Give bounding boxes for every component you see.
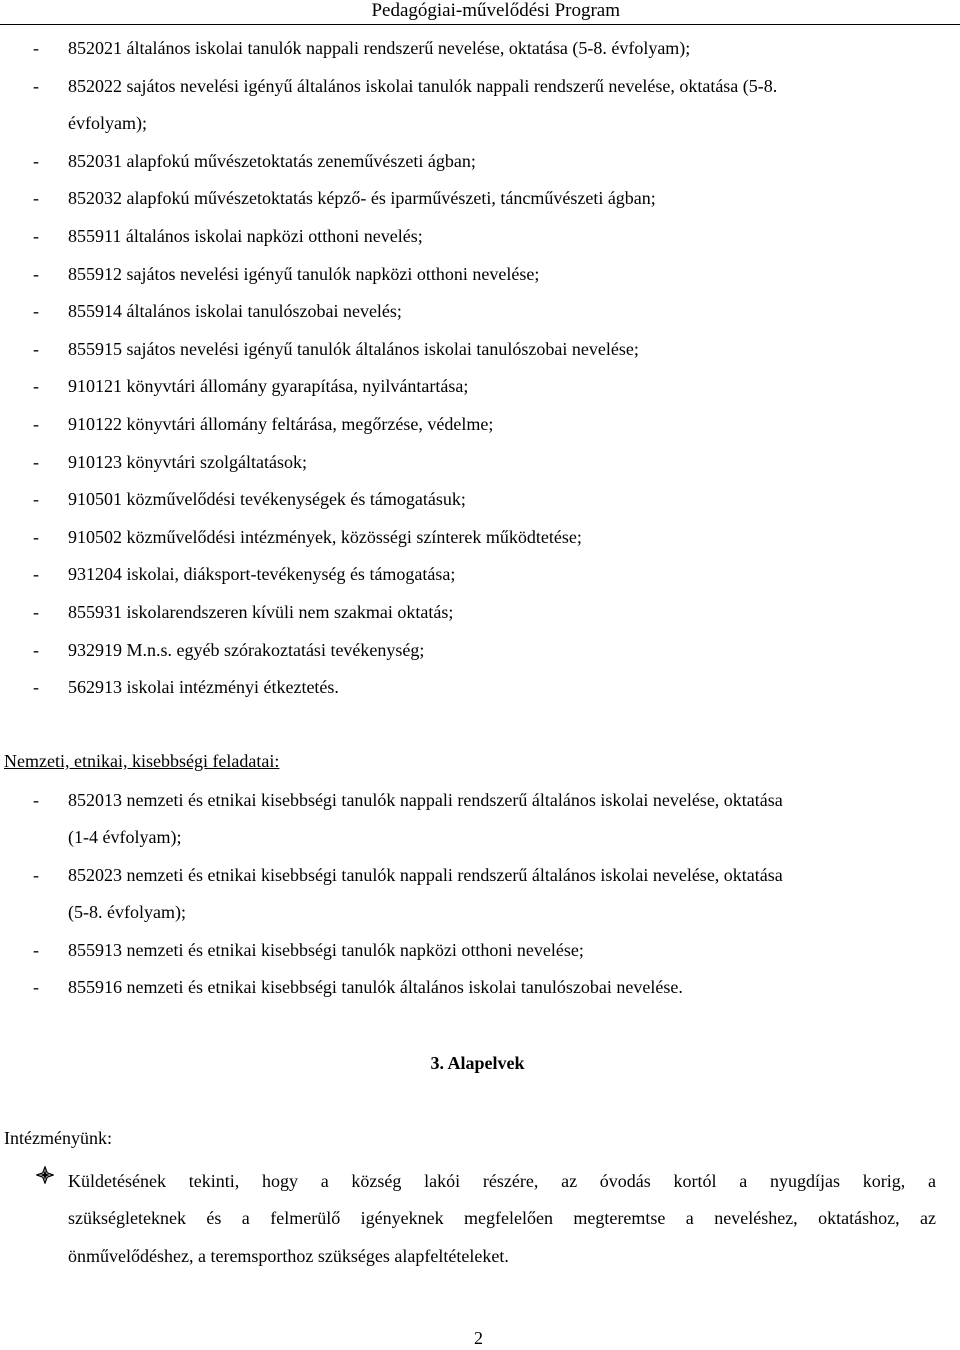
list-item-text: 852013 nemzeti és etnikai kisebbségi tanulók nappali rendszerű általános iskolai nevelése, oktatása [68, 790, 783, 810]
list-item-text: 910121 könyvtári állomány gyarapítása, nyilvántartása; [68, 376, 469, 397]
list-item [0, 788, 960, 825]
list-dash: - [33, 338, 39, 359]
list-item-text: 852022 sajátos nevelési igényű általános iskolai tanulók nappali rendszerű nevelése, oktatása (5-8. [68, 75, 778, 96]
page-number-text: 2 [474, 1328, 483, 1348]
list-item-text: 855912 sajátos nevelési igényű tanulók napközi otthoni nevelése; [68, 263, 540, 284]
list-item-text: 910122 könyvtári állomány feltárása, megőrzése, védelme; [68, 413, 494, 434]
list-item-continuation [0, 825, 960, 862]
list-dash: - [33, 790, 39, 810]
national-activity-list [0, 788, 960, 1012]
list-item-text: 855914 általános iskolai tanulószobai nevelés; [68, 301, 402, 322]
page-number [0, 1326, 960, 1350]
list-item-text: 910501 közművelődési tevékenységek és támogatásuk; [68, 489, 466, 510]
list-item-text: 932919 M.n.s. egyéb szórakoztatási tevékenység; [68, 639, 425, 660]
list-item [0, 412, 960, 450]
list-item-continuation [0, 111, 960, 149]
bullet-line: Küldetésének tekinti, hogy a község lakói részére, az óvodás kortól a nyugdíjas korig, a [68, 1171, 936, 1191]
list-item-text: (5-8. évfolyam); [68, 902, 186, 923]
list-item-text: 852023 nemzeti és etnikai kisebbségi tanulók nappali rendszerű általános iskolai nevelése, oktatása [68, 864, 783, 885]
list-item [0, 374, 960, 412]
list-item-text: 855916 nemzeti és etnikai kisebbségi tanulók általános iskolai tanulószobai nevelése. [68, 976, 683, 997]
page-header-title: Pedagógiai-művelődési Program [371, 0, 620, 21]
header-rule [0, 24, 960, 25]
list-dash: - [33, 413, 39, 434]
list-item [0, 450, 960, 488]
list-item-text: 852021 általános iskolai tanulók nappali rendszerű nevelése, oktatása (5-8. évfolyam); [68, 38, 691, 58]
intro-label: Intézményünk: [4, 1128, 112, 1148]
list-dash: - [33, 301, 39, 322]
list-dash: - [33, 263, 39, 284]
list-dash: - [33, 526, 39, 547]
list-item [0, 224, 960, 262]
list-dash: - [33, 864, 39, 885]
list-item [0, 562, 960, 600]
list-item [0, 487, 960, 525]
list-item-text: 855913 nemzeti és etnikai kisebbségi tanulók napközi otthoni nevelése; [68, 939, 584, 960]
list-dash: - [33, 976, 39, 997]
list-item [0, 149, 960, 187]
list-item [0, 975, 960, 1012]
list-item-text: 910502 közművelődési intézmények, közösségi színterek működtetése; [68, 526, 582, 547]
list-item-text: 931204 iskolai, diáksport-tevékenység és támogatása; [68, 564, 456, 585]
bullet-line: szükségleteknek és a felmerülő igényeknek megfelelően megteremtse a neveléshez, oktatáshoz, az [68, 1208, 936, 1229]
list-item [0, 675, 960, 713]
section-heading [0, 1051, 960, 1075]
list-dash: - [33, 38, 39, 58]
list-item-continuation [0, 900, 960, 937]
list-item [0, 74, 960, 112]
list-item [0, 938, 960, 975]
bullet-paragraph [68, 1163, 936, 1275]
list-item-text: 852031 alapfokú művészetoktatás zeneművészeti ágban; [68, 150, 476, 171]
list-item-text: évfolyam); [68, 113, 147, 134]
list-dash: - [33, 376, 39, 397]
list-dash: - [33, 639, 39, 660]
list-item [0, 337, 960, 375]
list-item [0, 600, 960, 638]
list-item-text: (1-4 évfolyam); [68, 827, 182, 848]
national-section-title: Nemzeti, etnikai, kisebbségi feladatai: [4, 751, 280, 771]
list-item [0, 299, 960, 337]
list-item-text: 855915 sajátos nevelési igényű tanulók általános iskolai tanulószobai nevelése; [68, 338, 639, 359]
bullet-line: önművelődéshez, a teremsporthoz szükséges alapfeltételeket. [68, 1245, 509, 1266]
list-item [0, 863, 960, 900]
list-dash: - [33, 225, 39, 246]
list-item [0, 638, 960, 676]
list-dash: - [33, 150, 39, 171]
list-dash: - [33, 601, 39, 622]
list-item-text: 562913 iskolai intézményi étkeztetés. [68, 677, 339, 698]
list-dash: - [33, 489, 39, 510]
list-dash: - [33, 564, 39, 585]
list-item-text: 910123 könyvtári szolgáltatások; [68, 451, 307, 472]
list-dash: - [33, 677, 39, 698]
list-item-text: 855911 általános iskolai napközi otthoni nevelés; [68, 225, 423, 246]
four-diamond-bullet-icon [36, 1166, 54, 1184]
list-item [0, 262, 960, 300]
activity-list [0, 36, 960, 713]
list-dash: - [33, 188, 39, 209]
list-item [0, 36, 960, 74]
list-dash: - [33, 451, 39, 472]
list-dash: - [33, 939, 39, 960]
list-item [0, 525, 960, 563]
list-dash: - [33, 75, 39, 96]
section-heading-text: 3. Alapelvek [430, 1053, 525, 1073]
list-item [0, 186, 960, 224]
list-item-text: 855931 iskolarendszeren kívüli nem szakmai oktatás; [68, 601, 454, 622]
list-item-text: 852032 alapfokú művészetoktatás képző- és iparművészeti, táncművészeti ágban; [68, 188, 656, 209]
